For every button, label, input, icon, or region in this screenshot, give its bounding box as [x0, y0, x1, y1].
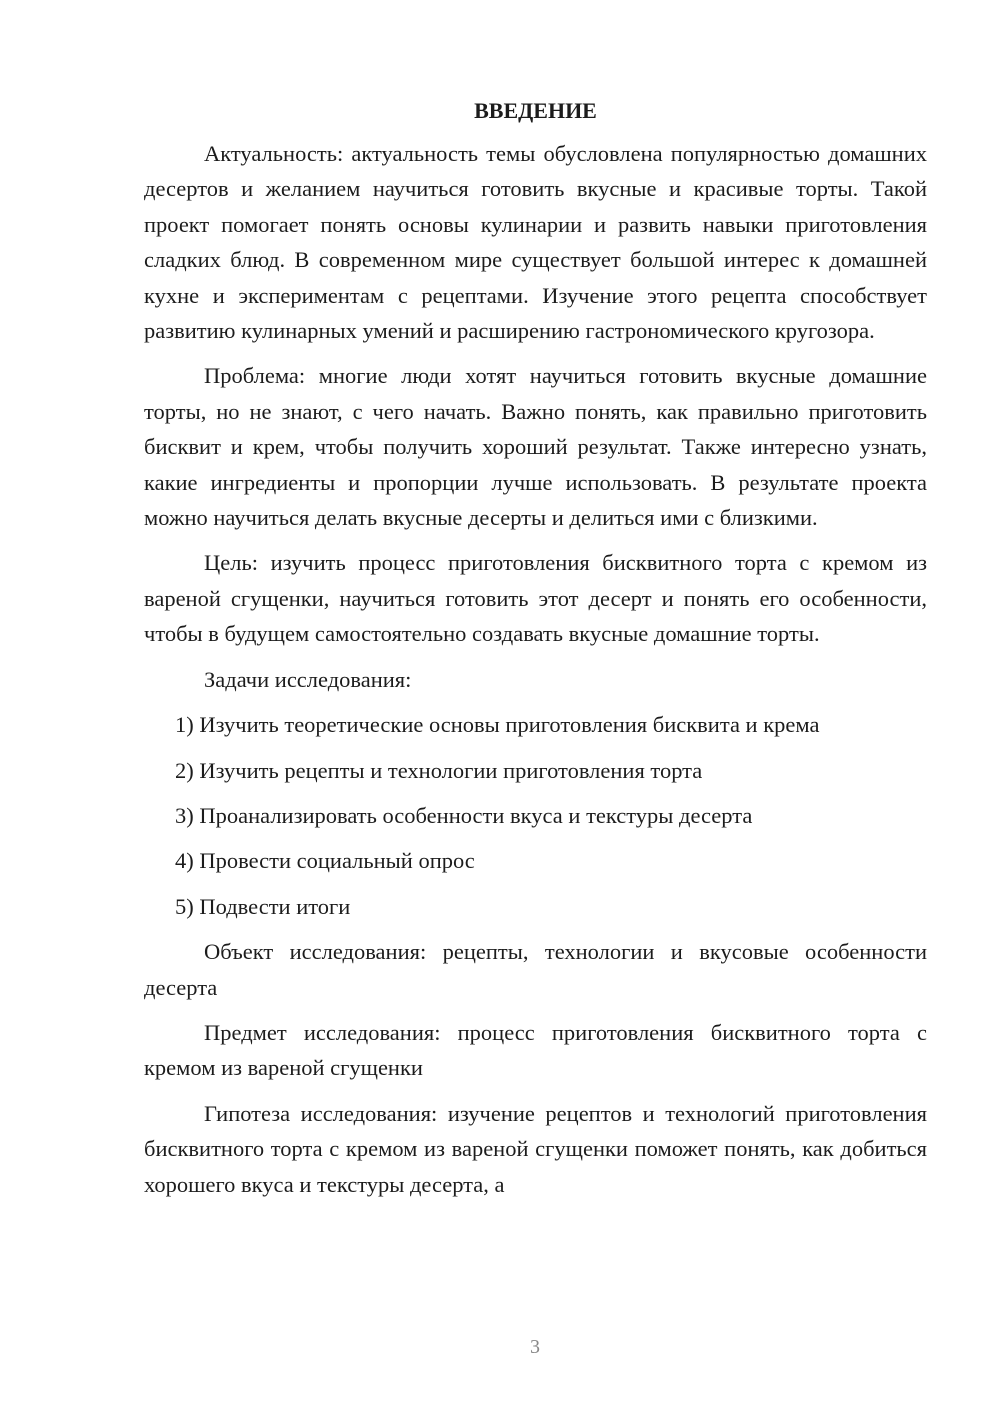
tasks-label: Задачи исследования:	[204, 666, 412, 692]
list-item: 5) Подвести итоги	[175, 893, 351, 919]
page-number: 3	[530, 1336, 540, 1358]
list-item: 2) Изучить рецепты и технологии приготовления торта	[175, 757, 703, 783]
paragraph-relevance: Актуальность: актуальность темы обусловлена популярностью домашних десертов и желанием научиться готовить вкусные и красивые торты. Такой проект помогает понять основы кулинарии и развить навыки приготовления сладких блюд. В современном мире существует большой интерес к домашней кухне и экспериментам с рецептами. Изучение этого рецепта способствует развитию кулинарных умений и расширению гастрономического кругозора.	[144, 141, 927, 344]
paragraph-subject: Предмет исследования: процесс приготовления бисквитного торта с кремом из вареной сгущенки	[144, 1019, 927, 1081]
list-item: 1) Изучить теоретические основы приготовления бисквита и крема	[175, 712, 820, 738]
page-content	[144, 96, 927, 1202]
list-item: 4) Провести социальный опрос	[175, 848, 475, 874]
paragraph-problem: Проблема: многие люди хотят научиться готовить вкусные домашние торты, но не знают, с чего начать. Важно понять, как правильно приготовить бисквит и крем, чтобы получить хороший результат. Также интересно узнать, какие ингредиенты и пропорции лучше использовать. В результате проекта можно научиться делать вкусные десерты и делиться ими с близкими.	[144, 363, 927, 531]
page-title: ВВЕДЕНИЕ	[474, 98, 597, 123]
paragraph-hypothesis: Гипотеза исследования: изучение рецептов и технологий приготовления бисквитного торта с кремом из вареной сгущенки поможет понять, как добиться хорошего вкуса и текстуры десерта, а	[144, 1100, 927, 1197]
list-item: 3) Проанализировать особенности вкуса и текстуры десерта	[175, 802, 753, 828]
paragraph-goal: Цель: изучить процесс приготовления бисквитного торта с кремом из вареной сгущенки, научиться готовить этот десерт и понять его особенности, чтобы в будущем самостоятельно создавать вкусные домашние торты.	[144, 550, 927, 647]
tasks-list	[144, 707, 927, 924]
paragraph-object: Объект исследования: рецепты, технологии и вкусовые особенности десерта	[144, 939, 927, 1000]
